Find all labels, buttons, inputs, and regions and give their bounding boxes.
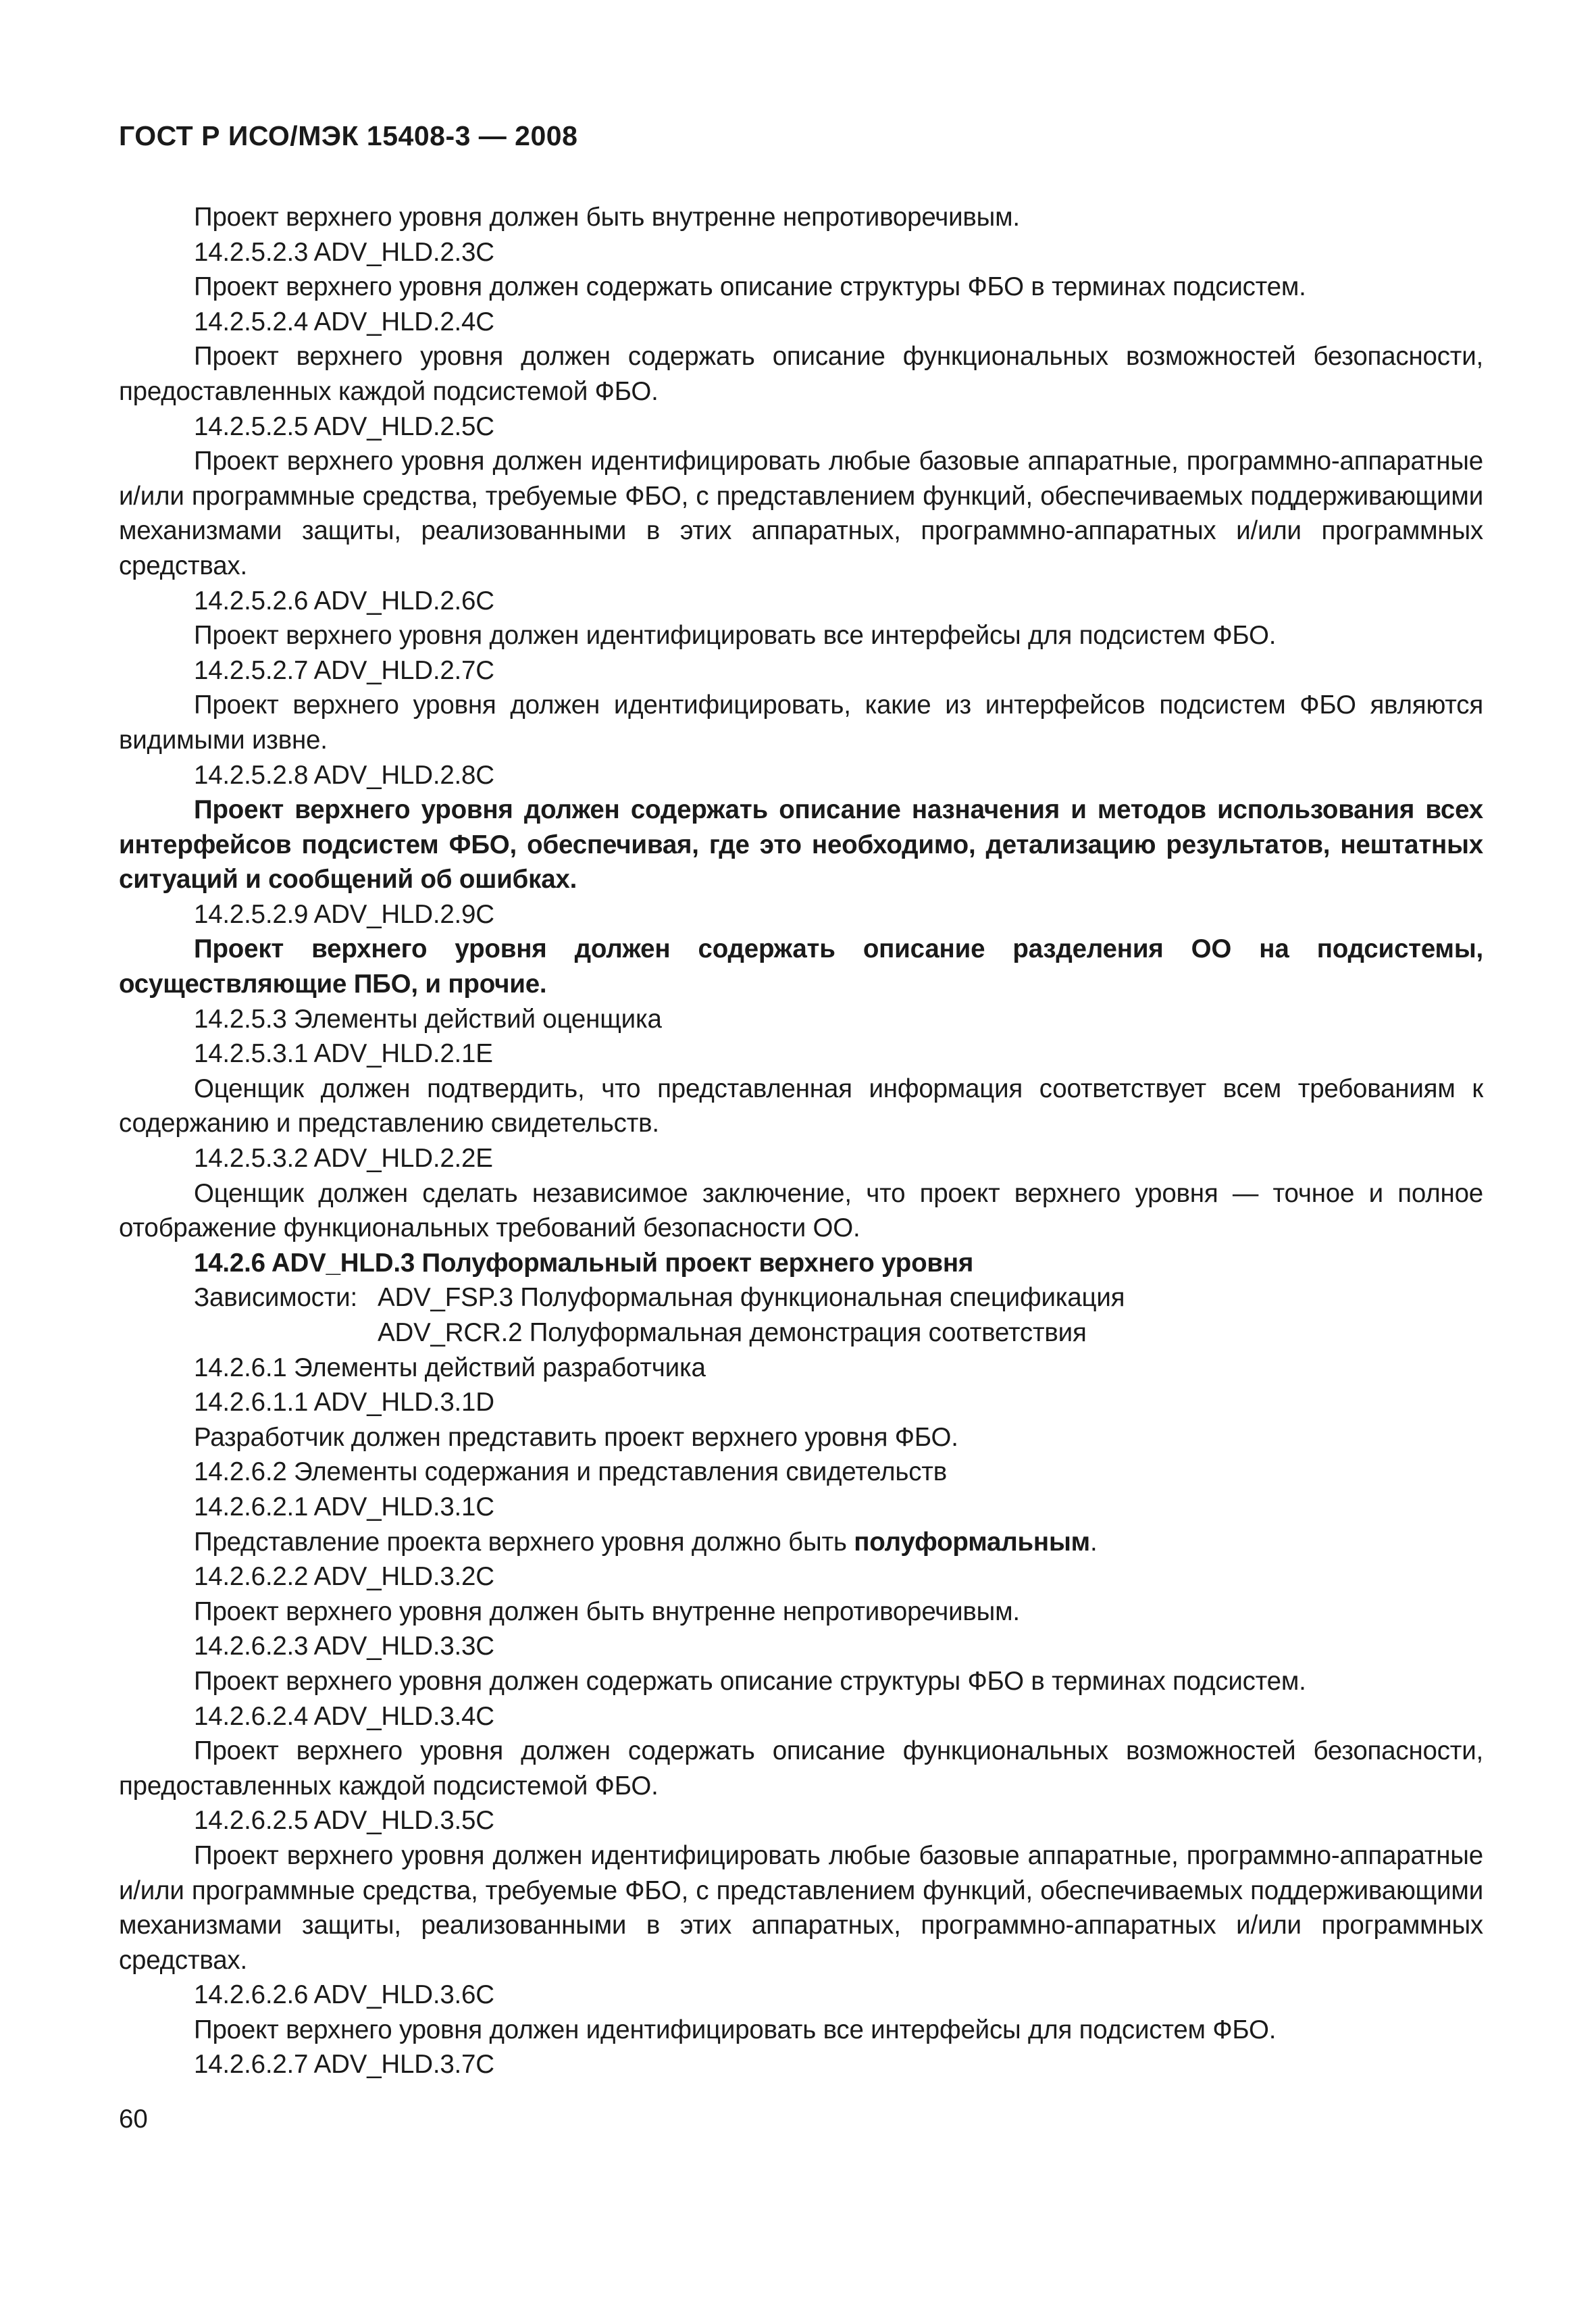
clause-id: 14.2.5.2.9 ADV_HLD.2.9C — [194, 899, 494, 929]
subsection-heading: 14.2.5.3 Элементы действий оценщика — [194, 1004, 662, 1034]
paragraph: Проект верхнего уровня должен идентифицировать все интерфейсы для подсистем ФБО. — [194, 621, 1277, 651]
document-body — [119, 200, 1483, 2082]
paragraph: Проект верхнего уровня должен содержать описание структуры ФБО в терминах подсистем. — [194, 1666, 1306, 1696]
paragraph: Разработчик должен представить проект верхнего уровня ФБО. — [194, 1422, 958, 1452]
paragraph-bold: Проект верхнего уровня должен содержать описание назначения и методов использования всех интерфейсов подсистем ФБО, обеспечивая, где это необходимо, детализацию результатов, нештатных ситуаций и сообщений об ошибках. — [119, 795, 1483, 895]
paragraph: Проект верхнего уровня должен идентифицировать любые базовые аппаратные, программно-аппаратные и/или программные средства, требуемые ФБО, с представлением функций, обеспечиваемых поддерживающими механизмами защиты, реализованными в этих аппаратных, программно-аппаратных и/или программных средствах. — [119, 447, 1483, 580]
text-run: Представление проекта верхнего уровня должно быть — [194, 1527, 854, 1557]
clause-id: 14.2.6.2.1 ADV_HLD.3.1C — [194, 1492, 494, 1521]
paragraph-bold: Проект верхнего уровня должен содержать описание разделения ОО на подсистемы, осуществляющие ПБО, и прочие. — [119, 934, 1483, 999]
text-run: . — [1089, 1527, 1098, 1557]
clause-id: 14.2.6.1.1 ADV_HLD.3.1D — [194, 1388, 494, 1417]
subsection-heading: 14.2.6.1 Элементы действий разработчика — [194, 1353, 706, 1382]
paragraph: Проект верхнего уровня должен быть внутренне непротиворечивым. — [194, 1596, 1020, 1626]
paragraph: Проект верхнего уровня должен содержать описание функциональных возможностей безопасности, предоставленных каждой подсистемой ФБО. — [119, 1736, 1483, 1801]
clause-id: 14.2.5.2.7 ADV_HLD.2.7C — [194, 655, 494, 685]
clause-id: 14.2.6.2.5 ADV_HLD.3.5C — [194, 1806, 494, 1836]
clause-id: 14.2.5.2.6 ADV_HLD.2.6C — [194, 586, 494, 615]
paragraph — [119, 1525, 1483, 1560]
dependency-item: ADV_FSP.3 Полуформальная функциональная спецификация — [378, 1283, 1125, 1313]
clause-id: 14.2.5.2.4 ADV_HLD.2.4C — [194, 307, 494, 336]
clause-id: 14.2.5.2.5 ADV_HLD.2.5C — [194, 411, 494, 441]
clause-id: 14.2.6.2.3 ADV_HLD.3.3C — [194, 1632, 494, 1661]
page-number: 60 — [119, 2105, 148, 2134]
clause-id: 14.2.5.2.3 ADV_HLD.2.3C — [194, 237, 494, 267]
clause-id: 14.2.6.2.7 ADV_HLD.3.7C — [194, 2050, 494, 2080]
subsection-heading: 14.2.6.2 Элементы содержания и представления свидетельств — [194, 1457, 947, 1487]
clause-id: 14.2.5.2.8 ADV_HLD.2.8C — [194, 760, 494, 790]
clause-id: 14.2.6.2.4 ADV_HLD.3.4C — [194, 1701, 494, 1731]
dependency-item: ADV_RCR.2 Полуформальная демонстрация соответствия — [378, 1318, 1087, 1347]
paragraph: Оценщик должен подтвердить, что представленная информация соответствует всем требованиям к содержанию и представлению свидетельств. — [119, 1074, 1483, 1138]
paragraph: Проект верхнего уровня должен содержать описание структуры ФБО в терминах подсистем. — [194, 272, 1306, 302]
dependencies-label: Зависимости: — [194, 1283, 357, 1313]
bold-term: полуформальным — [854, 1527, 1090, 1557]
paragraph: Проект верхнего уровня должен идентифицировать все интерфейсы для подсистем ФБО. — [194, 2015, 1277, 2044]
paragraph: Проект верхнего уровня должен идентифицировать любые базовые аппаратные, программно-аппаратные и/или программные средства, требуемые ФБО, с представлением функций, обеспечиваемых поддерживающими механизмами защиты, реализованными в этих аппаратных, программно-аппаратных и/или программных средствах. — [119, 1840, 1483, 1975]
paragraph: Оценщик должен сделать независимое заключение, что проект верхнего уровня — точное и полное отображение функциональных требований безопасности ОО. — [119, 1178, 1483, 1243]
section-heading: 14.2.6 ADV_HLD.3 Полуформальный проект верхнего уровня — [194, 1248, 974, 1278]
paragraph: Проект верхнего уровня должен идентифицировать, какие из интерфейсов подсистем ФБО являются видимыми извне. — [119, 690, 1483, 755]
dependencies-line — [119, 1280, 1483, 1315]
paragraph: Проект верхнего уровня должен быть внутренне непротиворечивым. — [194, 203, 1020, 232]
clause-id: 14.2.5.3.2 ADV_HLD.2.2E — [194, 1144, 493, 1174]
clause-id: 14.2.6.2.6 ADV_HLD.3.6C — [194, 1980, 494, 2010]
clause-id: 14.2.5.3.1 ADV_HLD.2.1E — [194, 1039, 493, 1069]
document-header: ГОСТ Р ИСО/МЭК 15408-3 — 2008 — [119, 120, 578, 151]
paragraph: Проект верхнего уровня должен содержать описание функциональных возможностей безопасности, предоставленных каждой подсистемой ФБО. — [119, 342, 1483, 406]
clause-id: 14.2.6.2.2 ADV_HLD.3.2C — [194, 1562, 494, 1592]
